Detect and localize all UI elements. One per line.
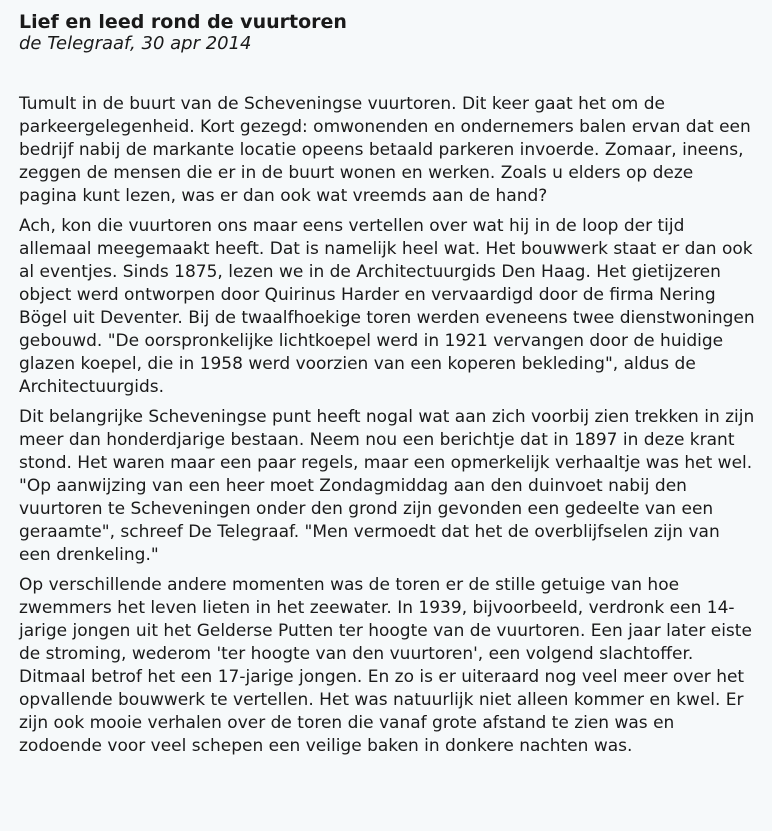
article-paragraph: Op verschillende andere momenten was de toren er de stille getuige van hoe zwemmers het leven lieten in het zeewater. In 1939, bijvoorbeeld, verdronk een 14-jarige jongen uit het Gelderse Putten ter hoogte van de vuurtoren. Een jaar later eiste de stroming, wederom 'ter hoogte van den vuurtoren', een volgend slachtoffer. Ditmaal betrof het een 17-jarige jongen. En zo is er uiteraard nog veel meer over het opvallende bouwwerk te vertellen. Het was natuurlijk niet alleen kommer en kwel. Er zijn ook mooie verhalen over de toren die vanaf grote afstand te zien was en zodoende voor veel schepen een veilige baken in donkere nachten was. <box>19 575 752 756</box>
article-paragraph: Dit belangrijke Scheveningse punt heeft nogal wat aan zich voorbij zien trekken in zijn meer dan honderdjarige bestaan. Neem nou een berichtje dat in 1897 in deze krant stond. Het waren maar een paar regels, maar een opmerkelijk verhaaltje was het wel. "Op aanwijzing van een heer moet Zondagmiddag aan den duinvoet nabij den vuurtoren te Scheveningen onder den grond zijn gevonden een gedeelte van een geraamte", schreef De Telegraaf. "Men vermoedt dat het de overblijfselen zijn van een drenkeling." <box>19 407 755 565</box>
article-title: Lief en leed rond de vuurtoren <box>19 11 347 33</box>
article-body <box>19 93 758 758</box>
article-paragraph: Ach, kon die vuurtoren ons maar eens vertellen over wat hij in de loop der tijd allemaal meegemaakt heeft. Dat is namelijk heel wat. Het bouwwerk staat er dan ook al eventjes. Sinds 1875, lezen we in de Architectuurgids Den Haag. Het gietijzeren object werd ontworpen door Quirinus Harder en vervaardigd door de firma Nering Bögel uit Deventer. Bij de twaalfhoekige toren werden eveneens twee dienstwoningen gebouwd. "De oorspronkelijke lichtkoepel werd in 1921 vervangen door de huidige glazen koepel, die in 1958 werd voorzien van een koperen bekleding", aldus de Architectuurgids. <box>19 216 755 397</box>
article-paragraph: Tumult in de buurt van de Scheveningse vuurtoren. Dit keer gaat het om de parkeergelegenheid. Kort gezegd: omwonenden en ondernemers balen ervan dat een bedrijf nabij de markante locatie opeens betaald parkeren invoerde. Zomaar, ineens, zeggen de mensen die er in de buurt wonen en werken. Zoals u elders op deze pagina kunt lezen, was er dan ook wat vreemds aan de hand? <box>19 94 751 206</box>
article-byline: de Telegraaf, 30 apr 2014 <box>19 33 252 54</box>
